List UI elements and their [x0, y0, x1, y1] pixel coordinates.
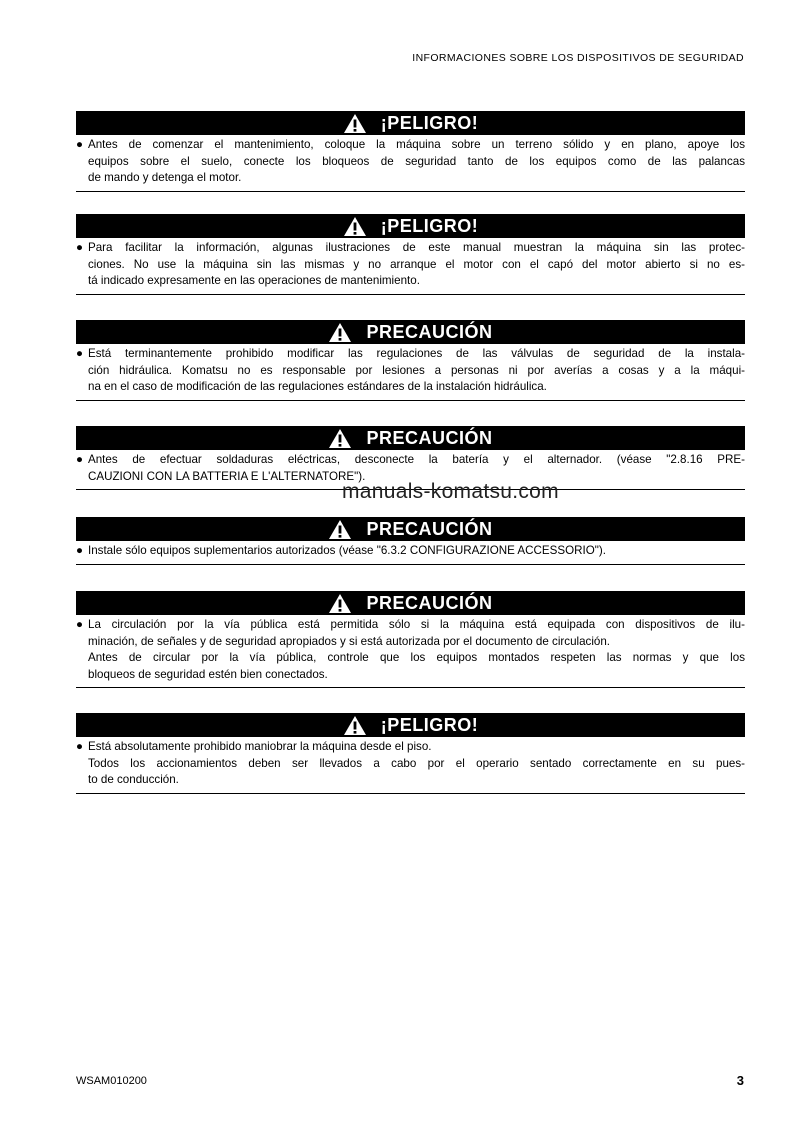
- text-line: Está absolutamente prohibido maniobrar la máquina desde el piso.: [88, 740, 432, 753]
- warning-triangle-icon: [328, 322, 352, 343]
- caution-block: [76, 320, 745, 401]
- warning-block: [76, 713, 745, 794]
- text-line: Instale sólo equipos suplementarios autorizados (véase "6.3.2 CONFIGURAZIONE ACCESSORIO").: [88, 544, 606, 557]
- bullet: ●: [76, 740, 84, 753]
- warning-label: ¡PELIGRO!: [380, 714, 479, 735]
- bullet: ●: [76, 241, 84, 254]
- text-line: ciones. No use la máquina sin las mismas y no arranque el motor con el capó del motor abierto si no es-: [88, 257, 745, 271]
- warning-block: [76, 214, 745, 295]
- warning-triangle-icon: [343, 216, 367, 237]
- text-line: to de conducción.: [88, 773, 179, 786]
- text-line: Está terminantemente prohibido modificar las regulaciones de las válvulas de seguridad de la instala-: [88, 347, 745, 360]
- footer-code: WSAM010200: [76, 1075, 147, 1087]
- warning-label: ¡PELIGRO!: [380, 112, 479, 133]
- watermark: manuals-komatsu.com: [342, 480, 559, 503]
- bullet: ●: [76, 544, 84, 557]
- caution-bar: [76, 320, 745, 344]
- caution-bar: [76, 591, 745, 615]
- text-line: Para facilitar la información, algunas ilustraciones de este manual muestran la máquina sin las protec-: [88, 241, 745, 254]
- text-line: de mando y detenga el motor.: [88, 171, 242, 184]
- page-number: 3: [736, 1073, 744, 1088]
- text-line: Antes de comenzar el mantenimiento, coloque la máquina sobre un terreno sólido y en plano, apoye los: [88, 138, 745, 151]
- warning-triangle-icon: [343, 113, 367, 134]
- page-header-title: INFORMACIONES SOBRE LOS DISPOSITIVOS DE SEGURIDAD: [412, 52, 744, 64]
- caution-block: [76, 517, 745, 565]
- bullet: ●: [76, 453, 84, 466]
- text-line: CAUZIONI CON LA BATTERIA E L'ALTERNATORE").: [88, 469, 366, 483]
- caution-bar: [76, 426, 745, 450]
- text-line: Todos los accionamientos deben ser llevados a cabo por el operario sentado correctamente en su pues-: [88, 756, 745, 770]
- warning-triangle-icon: [343, 715, 367, 736]
- warning-triangle-icon: [328, 593, 352, 614]
- text-line: na en el caso de modificación de las regulaciones estándares de la instalación hidráulica.: [88, 380, 547, 393]
- warning-bar: [76, 111, 745, 135]
- text-line: tá indicado expresamente en las operaciones de mantenimiento.: [88, 274, 420, 287]
- caution-block: [76, 591, 745, 688]
- caution-label: PRECAUCIÓN: [366, 518, 493, 539]
- bullet: ●: [76, 618, 84, 631]
- warning-triangle-icon: [328, 519, 352, 540]
- bullet: ●: [76, 347, 84, 360]
- text-line: Antes de circular por la vía pública, controle que los equipos montados respeten las normas y que los: [88, 651, 745, 664]
- caution-label: PRECAUCIÓN: [366, 321, 493, 342]
- text-line: equipos sobre el suelo, conecte los bloqueos de seguridad tanto de los equipos como de las palancas: [88, 154, 745, 168]
- warning-bar: [76, 214, 745, 238]
- warning-triangle-icon: [328, 428, 352, 449]
- warning-bar: [76, 713, 745, 737]
- caution-label: PRECAUCIÓN: [366, 427, 493, 448]
- caution-label: PRECAUCIÓN: [366, 592, 493, 613]
- text-line: minación, de señales y de seguridad apropiados y si está autorizada por el documento de circulación.: [88, 634, 611, 648]
- warning-block: [76, 111, 745, 192]
- text-line: bloqueos de seguridad estén bien conectados.: [88, 667, 328, 681]
- text-line: Antes de efectuar soldaduras eléctricas, desconecte la batería y el alternador. (véase "2.8.16 PRE-: [88, 453, 745, 466]
- caution-bar: [76, 517, 745, 541]
- text-line: La circulación por la vía pública está permitida sólo si la máquina está equipada con dispositivos de ilu-: [88, 618, 745, 631]
- warning-label: ¡PELIGRO!: [380, 215, 479, 236]
- text-line: ción hidráulica. Komatsu no es responsable por lesiones a personas ni por averías a cosas y a la máqui-: [88, 363, 745, 377]
- bullet: ●: [76, 138, 84, 151]
